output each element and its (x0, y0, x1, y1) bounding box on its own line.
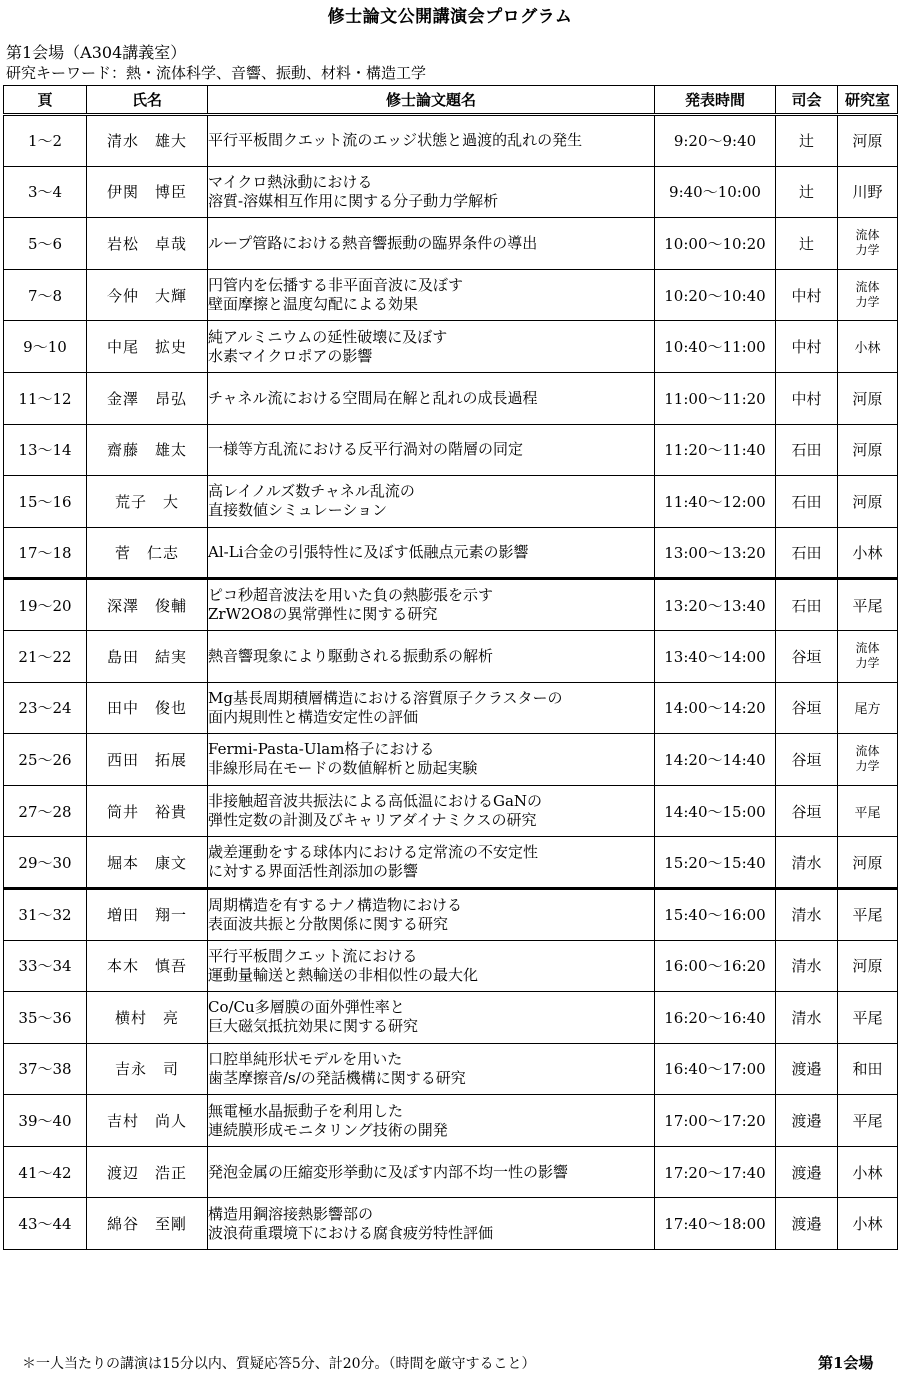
lab-line-2: 力学 (855, 295, 880, 310)
thesis-title-cell (208, 785, 655, 837)
table-row (4, 476, 898, 528)
thesis-title-cell (208, 166, 655, 218)
page-range-cell: 35～36 (4, 992, 87, 1044)
presentation-time-cell: 9:40～10:00 (655, 166, 776, 218)
presentation-time-cell: 17:00～17:20 (655, 1095, 776, 1147)
table-row (4, 424, 898, 476)
page-range-cell: 13～14 (4, 424, 87, 476)
chair-cell: 清水 (776, 888, 838, 940)
thesis-title-line-2: 壁面摩擦と温度勾配による効果 (208, 295, 419, 314)
chair-cell: 石田 (776, 476, 838, 528)
presentation-time-cell: 10:00～10:20 (655, 218, 776, 270)
research-keywords: 研究キーワード：熱・流体科学、音響、振動、材料・構造工学 (6, 64, 427, 82)
thesis-title-line-1: ループ管路における熱音響振動の臨界条件の導出 (208, 233, 538, 252)
presenter-name-cell: 吉永 司 (87, 1043, 208, 1095)
header-thesis-title: 修士論文題名 (208, 86, 655, 115)
header-chair: 司会 (776, 86, 838, 115)
thesis-title-line-1: 構造用鋼溶接熱影響部の (208, 1204, 374, 1223)
table-row (4, 166, 898, 218)
thesis-title-cell (208, 1095, 655, 1147)
page-range-cell: 11～12 (4, 372, 87, 424)
thesis-title-line-2: 直接数値シミュレーション (208, 501, 388, 520)
thesis-title-line-1: ピコ秒超音波法を用いた負の熱膨張を示す (208, 586, 494, 605)
presentation-time-cell: 11:40～12:00 (655, 476, 776, 528)
page-range-cell: 9～10 (4, 321, 87, 373)
page-range-cell: 15～16 (4, 476, 87, 528)
presentation-time-cell: 14:40～15:00 (655, 785, 776, 837)
presenter-name-cell: 渡辺 浩正 (87, 1146, 208, 1198)
presenter-name-cell: 島田 結実 (87, 630, 208, 682)
thesis-title-cell (208, 321, 655, 373)
thesis-title-cell (208, 424, 655, 476)
presentation-time-cell: 14:20～14:40 (655, 734, 776, 786)
presenter-name-cell: 筒井 裕貴 (87, 785, 208, 837)
page-range-cell: 27～28 (4, 785, 87, 837)
thesis-title-line-1: Co/Cu多層膜の面外弾性率と (208, 998, 405, 1017)
presentation-time-cell: 15:20～15:40 (655, 837, 776, 889)
presenter-name-cell: 伊関 博臣 (87, 166, 208, 218)
thesis-title-line-1: 非接触超音波共振法による高低温におけるGaNの (208, 792, 543, 811)
page-range-cell: 17～18 (4, 527, 87, 579)
header-page: 頁 (4, 86, 87, 115)
lab-line-1: 流体 (855, 641, 880, 656)
thesis-title-cell (208, 476, 655, 528)
page-range-cell: 31～32 (4, 888, 87, 940)
thesis-title-line-1: 平行平板間クエット流のエッジ状態と過渡的乱れの発生 (208, 131, 583, 150)
chair-cell: 渡邉 (776, 1043, 838, 1095)
thesis-title-cell (208, 888, 655, 940)
presentation-time-cell: 13:40～14:00 (655, 630, 776, 682)
presenter-name-cell: 荒子 大 (87, 476, 208, 528)
thesis-title-line-1: マイクロ熱泳動における (208, 172, 373, 191)
chair-cell: 渡邉 (776, 1146, 838, 1198)
document-title: 修士論文公開講演会プログラム (327, 7, 573, 27)
thesis-title-line-2: 波浪荷重環境下における腐食疲労特性評価 (208, 1223, 494, 1242)
thesis-title-line-1: 円管内を伝播する非平面音波に及ぼす (208, 276, 464, 295)
thesis-title-cell (208, 1146, 655, 1198)
lab-cell: 小林 (838, 321, 898, 373)
thesis-title-cell (208, 837, 655, 889)
presentation-time-cell: 17:40～18:00 (655, 1198, 776, 1250)
lab-line-1: 流体 (855, 228, 880, 243)
chair-cell: 中村 (776, 321, 838, 373)
footer-venue-label: 第1会場 (818, 1354, 874, 1372)
table-row (4, 940, 898, 992)
chair-cell: 清水 (776, 992, 838, 1044)
header-lab: 研究室 (838, 86, 898, 115)
page-range-cell: 43～44 (4, 1198, 87, 1250)
chair-cell: 石田 (776, 424, 838, 476)
presenter-name-cell: 西田 拓展 (87, 734, 208, 786)
thesis-title-line-1: 純アルミニウムの延性破壊に及ぼす (208, 327, 448, 346)
presentation-time-cell: 11:20～11:40 (655, 424, 776, 476)
table-row (4, 115, 898, 167)
chair-cell: 清水 (776, 837, 838, 889)
chair-cell: 渡邉 (776, 1095, 838, 1147)
chair-cell: 辻 (776, 115, 838, 167)
thesis-title-cell (208, 630, 655, 682)
footer-note: ＊一人当たりの講演は15分以内、質疑応答5分、計20分。（時間を厳守すること） (22, 1356, 536, 1372)
thesis-title-cell (208, 527, 655, 579)
table-row (4, 1095, 898, 1147)
presenter-name-cell: 吉村 尚人 (87, 1095, 208, 1147)
thesis-title-line-2: ZrW2O8の異常弾性に関する研究 (208, 605, 438, 624)
chair-cell: 渡邉 (776, 1198, 838, 1250)
presentation-time-cell: 16:00～16:20 (655, 940, 776, 992)
thesis-title-cell (208, 218, 655, 270)
chair-cell: 辻 (776, 218, 838, 270)
thesis-title-cell (208, 269, 655, 321)
presenter-name-cell: 菅 仁志 (87, 527, 208, 579)
table-row (4, 527, 898, 579)
table-row (4, 630, 898, 682)
chair-cell: 石田 (776, 579, 838, 631)
presenter-name-cell: 金澤 昂弘 (87, 372, 208, 424)
thesis-title-line-2: 表面波共振と分散関係に関する研究 (208, 914, 449, 933)
chair-cell: 中村 (776, 372, 838, 424)
lab-cell: 小林 (838, 527, 898, 579)
lab-cell: 平尾 (838, 579, 898, 631)
thesis-title-cell (208, 579, 655, 631)
lab-cell: 小林 (838, 1146, 898, 1198)
table-row (4, 1043, 898, 1095)
lab-cell (838, 734, 898, 786)
thesis-title-line-2: 弾性定数の計測及びキャリアダイナミクスの研究 (208, 811, 537, 830)
page-range-cell: 39～40 (4, 1095, 87, 1147)
lab-cell: 河原 (838, 476, 898, 528)
thesis-title-line-2: 運動量輸送と熱輸送の非相似性の最大化 (208, 965, 479, 984)
thesis-title-line-1: チャネル流における空間局在解と乱れの成長過程 (208, 388, 538, 407)
lab-line-1: 流体 (855, 744, 880, 759)
thesis-title-line-1: Mg基長周期積層構造における溶質原子クラスターの (208, 688, 563, 707)
table-header-row (4, 86, 898, 115)
presenter-name-cell: 本木 慎吾 (87, 940, 208, 992)
thesis-title-line-2: に対する界面活性剤添加の影響 (208, 862, 419, 881)
page-range-cell: 25～26 (4, 734, 87, 786)
thesis-title-line-1: 一様等方乱流における反平行渦対の階層の同定 (208, 440, 524, 459)
header-time: 発表時間 (655, 86, 776, 115)
table-row (4, 372, 898, 424)
thesis-title-line-2: 非線形局在モードの数値解析と励起実験 (208, 759, 478, 778)
chair-cell: 谷垣 (776, 785, 838, 837)
thesis-title-cell (208, 1198, 655, 1250)
table-row (4, 579, 898, 631)
lab-cell: 河原 (838, 837, 898, 889)
page-range-cell: 21～22 (4, 630, 87, 682)
presenter-name-cell: 横村 亮 (87, 992, 208, 1044)
presenter-name-cell: 堀本 康文 (87, 837, 208, 889)
thesis-title-line-2: 水素マイクロポアの影響 (208, 346, 373, 365)
chair-cell: 石田 (776, 527, 838, 579)
presenter-name-cell: 増田 翔一 (87, 888, 208, 940)
presentation-time-cell: 16:40～17:00 (655, 1043, 776, 1095)
thesis-title-line-1: 発泡金属の圧縮変形挙動に及ぼす内部不均一性の影響 (208, 1162, 569, 1181)
table-row (4, 682, 898, 734)
lab-line-2: 力学 (855, 243, 880, 258)
chair-cell: 清水 (776, 940, 838, 992)
presenter-name-cell: 清水 雄大 (87, 115, 208, 167)
lab-line-2: 力学 (855, 759, 880, 774)
thesis-title-line-2: 連続膜形成モニタリング技術の開発 (208, 1120, 448, 1139)
presentation-time-cell: 9:20～9:40 (655, 115, 776, 167)
presentation-time-cell: 10:20～10:40 (655, 269, 776, 321)
thesis-title-line-1: 平行平板間クエット流における (208, 946, 418, 965)
lab-cell: 川野 (838, 166, 898, 218)
presentation-time-cell: 13:00～13:20 (655, 527, 776, 579)
thesis-title-line-1: Al-Li合金の引張特性に及ぼす低融点元素の影響 (208, 543, 529, 562)
lab-cell (838, 269, 898, 321)
table-row (4, 837, 898, 889)
lab-cell: 河原 (838, 372, 898, 424)
thesis-title-line-2: 溶質-溶媒相互作用に関する分子動力学解析 (208, 191, 499, 210)
chair-cell: 辻 (776, 166, 838, 218)
lab-cell: 平尾 (838, 785, 898, 837)
lab-line-1: 流体 (855, 280, 880, 295)
page-range-cell: 29～30 (4, 837, 87, 889)
table-row (4, 785, 898, 837)
chair-cell: 谷垣 (776, 734, 838, 786)
lab-cell: 河原 (838, 424, 898, 476)
page-range-cell: 7～8 (4, 269, 87, 321)
presenter-name-cell: 中尾 拡史 (87, 321, 208, 373)
thesis-title-cell (208, 992, 655, 1044)
program-rows (4, 115, 898, 1250)
page-range-cell: 37～38 (4, 1043, 87, 1095)
lab-cell: 尾方 (838, 682, 898, 734)
presentation-time-cell: 10:40～11:00 (655, 321, 776, 373)
presenter-name-cell: 綿谷 至剛 (87, 1198, 208, 1250)
thesis-title-line-1: 周期構造を有するナノ構造物における (208, 895, 462, 914)
presentation-time-cell: 13:20～13:40 (655, 579, 776, 631)
page-range-cell: 1～2 (4, 115, 87, 167)
table-row (4, 992, 898, 1044)
thesis-title-cell (208, 1043, 655, 1095)
lab-cell: 河原 (838, 115, 898, 167)
lab-cell: 小林 (838, 1198, 898, 1250)
page-range-cell: 5～6 (4, 218, 87, 270)
chair-cell: 谷垣 (776, 682, 838, 734)
venue-label: 第1会場（A304講義室） (6, 43, 187, 62)
lab-cell: 和田 (838, 1043, 898, 1095)
table-row (4, 734, 898, 786)
page-range-cell: 3～4 (4, 166, 87, 218)
chair-cell: 中村 (776, 269, 838, 321)
thesis-title-cell (208, 734, 655, 786)
table-row (4, 269, 898, 321)
thesis-title-line-2: 巨大磁気抵抗効果に関する研究 (208, 1017, 419, 1036)
lab-cell: 河原 (838, 940, 898, 992)
lab-line-2: 力学 (855, 656, 880, 671)
lab-cell: 平尾 (838, 992, 898, 1044)
presenter-name-cell: 深澤 俊輔 (87, 579, 208, 631)
thesis-title-line-1: 口腔単純形状モデルを用いた (208, 1049, 403, 1068)
thesis-title-line-1: 高レイノルズ数チャネル乱流の (208, 482, 415, 501)
page-range-cell: 41～42 (4, 1146, 87, 1198)
page-range-cell: 33～34 (4, 940, 87, 992)
lab-cell: 平尾 (838, 888, 898, 940)
thesis-title-line-1: 熱音響現象により駆動される振動系の解析 (208, 646, 494, 665)
table-row (4, 1198, 898, 1250)
thesis-title-line-1: 無電極水晶振動子を利用した (208, 1101, 404, 1120)
thesis-title-cell (208, 115, 655, 167)
lab-cell (838, 630, 898, 682)
presenter-name-cell: 今仲 大輝 (87, 269, 208, 321)
presentation-time-cell: 17:20～17:40 (655, 1146, 776, 1198)
thesis-title-line-2: 面内規則性と構造安定性の評価 (208, 707, 419, 726)
program-table (3, 85, 898, 1250)
thesis-title-cell (208, 940, 655, 992)
lab-cell: 平尾 (838, 1095, 898, 1147)
thesis-title-line-1: Fermi-Pasta-Ulam格子における (208, 740, 435, 759)
presenter-name-cell: 岩松 卓哉 (87, 218, 208, 270)
page-range-cell: 23～24 (4, 682, 87, 734)
thesis-title-line-1: 歳差運動をする球体内における定常流の不安定性 (208, 843, 539, 862)
thesis-title-line-2: 歯茎摩擦音/s/の発話機構に関する研究 (208, 1068, 466, 1087)
presentation-time-cell: 16:20～16:40 (655, 992, 776, 1044)
table-row (4, 1146, 898, 1198)
presenter-name-cell: 田中 俊也 (87, 682, 208, 734)
presentation-time-cell: 11:00～11:20 (655, 372, 776, 424)
table-row (4, 888, 898, 940)
presentation-time-cell: 14:00～14:20 (655, 682, 776, 734)
chair-cell: 谷垣 (776, 630, 838, 682)
table-row (4, 321, 898, 373)
table-row (4, 218, 898, 270)
lab-cell (838, 218, 898, 270)
presenter-name-cell: 齋藤 雄太 (87, 424, 208, 476)
header-name: 氏名 (87, 86, 208, 115)
page-range-cell: 19～20 (4, 579, 87, 631)
thesis-title-cell (208, 372, 655, 424)
presentation-time-cell: 15:40～16:00 (655, 888, 776, 940)
thesis-title-cell (208, 682, 655, 734)
